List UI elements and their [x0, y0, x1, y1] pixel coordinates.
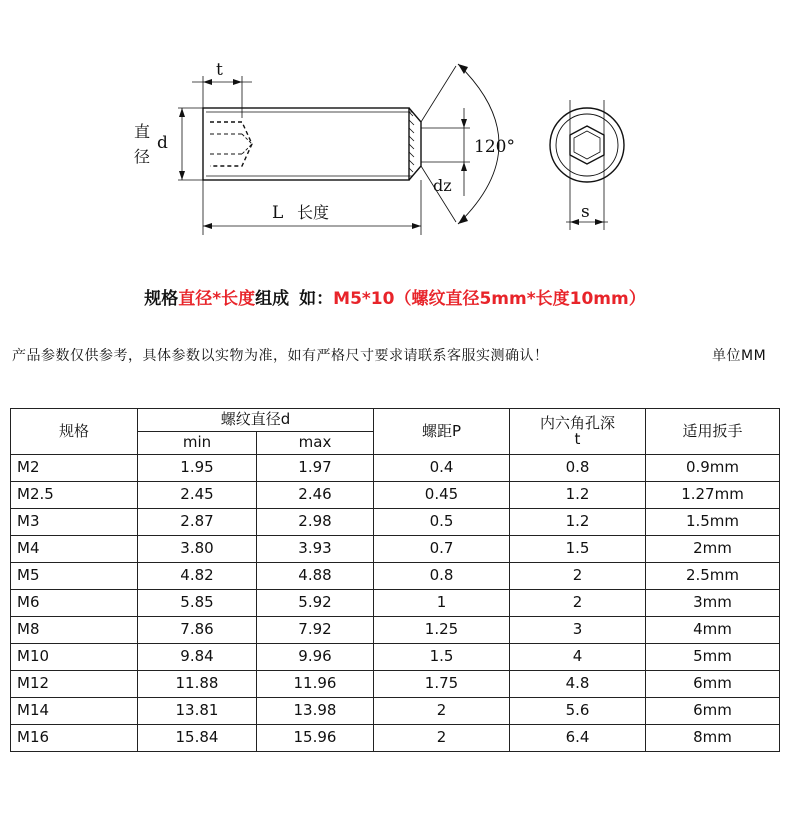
- cell-spec: M10: [11, 644, 138, 671]
- table-row: [11, 590, 780, 617]
- cell-spec: M2: [11, 455, 138, 482]
- cell-max: 9.96: [257, 644, 374, 671]
- table-row: [11, 536, 780, 563]
- cell-pitch: 1.75: [374, 671, 510, 698]
- cell-min: 15.84: [138, 725, 257, 752]
- cell-spec: M4: [11, 536, 138, 563]
- label-jing: 径: [134, 147, 151, 166]
- cell-spec: M6: [11, 590, 138, 617]
- table-row: [11, 644, 780, 671]
- cell-hex-depth: 1.2: [510, 509, 646, 536]
- cell-min: 3.80: [138, 536, 257, 563]
- label-L: L: [272, 203, 284, 223]
- unit-label: 单位MM: [712, 348, 767, 364]
- cell-hex-depth: 4: [510, 644, 646, 671]
- cell-spec: M2.5: [11, 482, 138, 509]
- table-row: [11, 482, 780, 509]
- header-min: min: [138, 432, 257, 455]
- headline-part2: 直径*长度: [178, 289, 256, 309]
- cell-min: 9.84: [138, 644, 257, 671]
- cell-wrench: 1.27mm: [646, 482, 780, 509]
- cell-max: 7.92: [257, 617, 374, 644]
- cell-wrench: 2mm: [646, 536, 780, 563]
- header-pitch: 螺距P: [374, 409, 510, 455]
- disclaimer-note: 产品参数仅供参考，具体参数以实物为准，如有严格尺寸要求请联系客服实测确认！: [12, 348, 549, 364]
- spec-table: [10, 408, 780, 752]
- headline-part4: 如：: [299, 289, 334, 309]
- cell-max: 2.98: [257, 509, 374, 536]
- cell-hex-depth: 1.5: [510, 536, 646, 563]
- cell-hex-depth: 2: [510, 563, 646, 590]
- cell-spec: M3: [11, 509, 138, 536]
- screw-body: [203, 108, 409, 180]
- label-angle: 120°: [474, 137, 515, 157]
- table-row: [11, 509, 780, 536]
- cell-max: 5.92: [257, 590, 374, 617]
- hex-socket-hidden-lines: [210, 122, 252, 166]
- header-hex-depth-line1: 内六角孔深: [539, 413, 615, 432]
- cell-spec: M5: [11, 563, 138, 590]
- cell-hex-depth: 2: [510, 590, 646, 617]
- cell-wrench: 3mm: [646, 590, 780, 617]
- cell-min: 1.95: [138, 455, 257, 482]
- label-dz: dz: [433, 176, 452, 195]
- cell-hex-depth: 3: [510, 617, 646, 644]
- header-max: max: [257, 432, 374, 455]
- cell-max: 1.97: [257, 455, 374, 482]
- cell-max: 13.98: [257, 698, 374, 725]
- cell-pitch: 1.5: [374, 644, 510, 671]
- cell-max: 4.88: [257, 563, 374, 590]
- cell-pitch: 2: [374, 698, 510, 725]
- cell-min: 4.82: [138, 563, 257, 590]
- table-row: [11, 455, 780, 482]
- cell-wrench: 2.5mm: [646, 563, 780, 590]
- cell-wrench: 4mm: [646, 617, 780, 644]
- headline: [0, 284, 790, 309]
- table-row: [11, 671, 780, 698]
- cell-min: 2.87: [138, 509, 257, 536]
- spec-table-body: [11, 455, 780, 752]
- cell-min: 7.86: [138, 617, 257, 644]
- header-spec: 规格: [11, 409, 138, 455]
- cell-max: 2.46: [257, 482, 374, 509]
- cell-pitch: 0.5: [374, 509, 510, 536]
- end-view-outer-circle: [550, 108, 624, 182]
- cell-hex-depth: 0.8: [510, 455, 646, 482]
- cell-pitch: 0.4: [374, 455, 510, 482]
- header-wrench: 适用扳手: [646, 409, 780, 455]
- cell-wrench: 8mm: [646, 725, 780, 752]
- cell-spec: M14: [11, 698, 138, 725]
- cell-pitch: 0.8: [374, 563, 510, 590]
- cell-wrench: 1.5mm: [646, 509, 780, 536]
- table-row: [11, 563, 780, 590]
- cell-min: 5.85: [138, 590, 257, 617]
- set-screw-drawing: [0, 0, 790, 255]
- label-length: 长度: [297, 203, 330, 222]
- headline-part1: 规格: [144, 289, 179, 309]
- cell-pitch: 0.45: [374, 482, 510, 509]
- cell-hex-depth: 6.4: [510, 725, 646, 752]
- header-thread-diameter: 螺纹直径d: [138, 409, 374, 432]
- cell-min: 2.45: [138, 482, 257, 509]
- cell-max: 11.96: [257, 671, 374, 698]
- header-hex-depth-line2: t: [574, 429, 581, 448]
- label-zhi: 直: [134, 122, 151, 141]
- label-t: t: [216, 60, 223, 80]
- headline-part3: 组成: [255, 289, 290, 309]
- table-row: [11, 698, 780, 725]
- label-d: d: [157, 133, 168, 153]
- cell-pitch: 1.25: [374, 617, 510, 644]
- cell-spec: M12: [11, 671, 138, 698]
- table-row: [11, 617, 780, 644]
- cell-min: 11.88: [138, 671, 257, 698]
- cell-hex-depth: 5.6: [510, 698, 646, 725]
- cell-spec: M8: [11, 617, 138, 644]
- cell-hex-depth: 1.2: [510, 482, 646, 509]
- cell-wrench: 5mm: [646, 644, 780, 671]
- cell-wrench: 6mm: [646, 698, 780, 725]
- cell-spec: M16: [11, 725, 138, 752]
- screw-chamfer-tip: [409, 108, 421, 180]
- cell-hex-depth: 4.8: [510, 671, 646, 698]
- label-s: s: [581, 202, 590, 222]
- cell-wrench: 0.9mm: [646, 455, 780, 482]
- headline-part5: M5*10（: [333, 289, 412, 309]
- cell-max: 3.93: [257, 536, 374, 563]
- headline-part6: 螺纹直径5mm*长度10mm）: [411, 289, 646, 309]
- cell-pitch: 0.7: [374, 536, 510, 563]
- cell-min: 13.81: [138, 698, 257, 725]
- cell-pitch: 2: [374, 725, 510, 752]
- cell-pitch: 1: [374, 590, 510, 617]
- cell-max: 15.96: [257, 725, 374, 752]
- table-row: [11, 725, 780, 752]
- hex-socket-end-view: [570, 126, 604, 164]
- cell-wrench: 6mm: [646, 671, 780, 698]
- header-hex-depth: [510, 409, 646, 455]
